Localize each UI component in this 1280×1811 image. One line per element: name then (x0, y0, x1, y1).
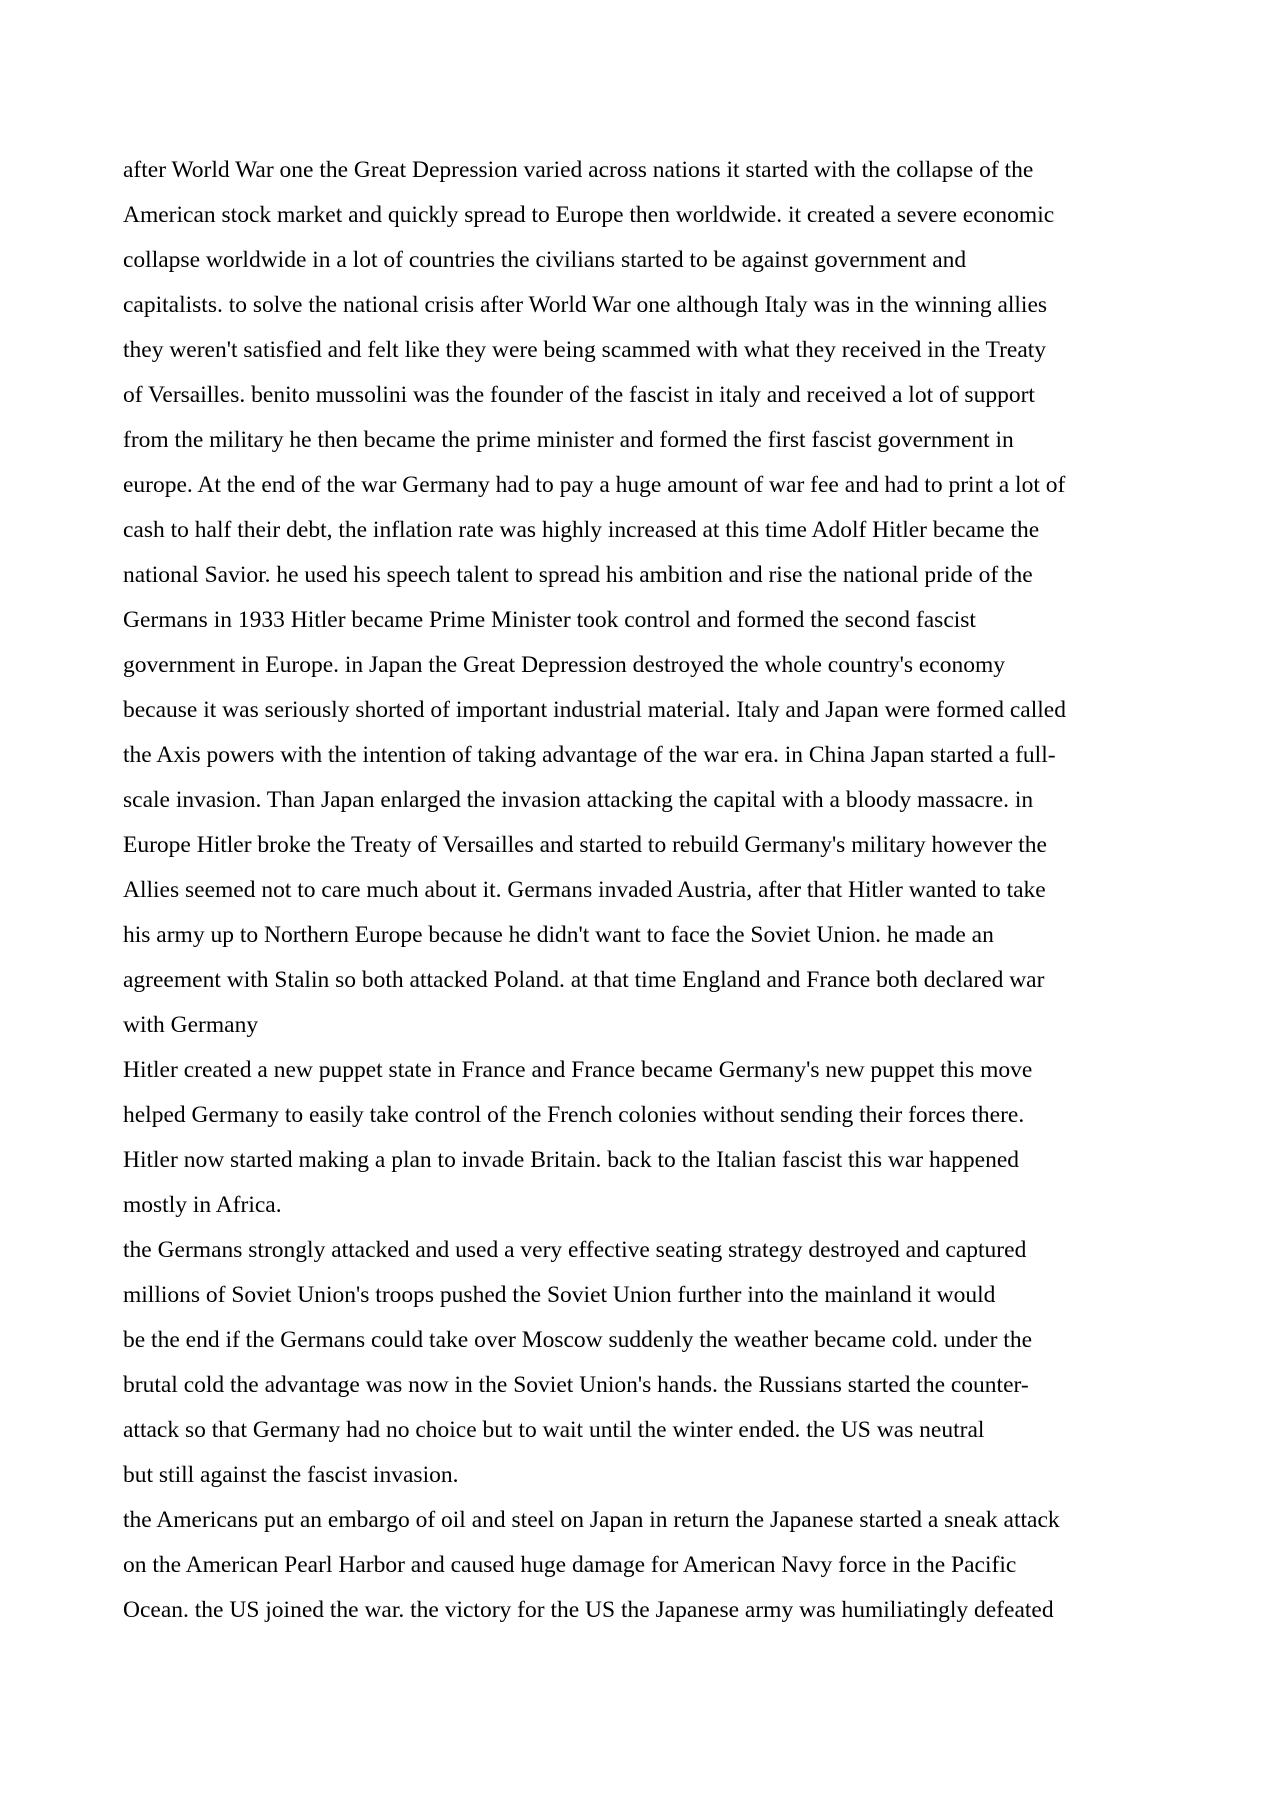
text-line: helped Germany to easily take control of the French colonies without sending their forces there. (123, 1102, 1025, 1128)
text-line: from the military he then became the prime minister and formed the first fascist government in (123, 427, 1014, 453)
text-line: his army up to Northern Europe because he didn't want to face the Soviet Union. he made an (123, 922, 994, 948)
text-line: American stock market and quickly spread to Europe then worldwide. it created a severe economic (123, 202, 1055, 228)
text-line: attack so that Germany had no choice but to wait until the winter ended. the US was neutral (123, 1417, 985, 1443)
text-line: millions of Soviet Union's troops pushed the Soviet Union further into the mainland it would (123, 1282, 996, 1308)
text-line: of Versailles. benito mussolini was the founder of the fascist in italy and received a lot of support (123, 382, 1035, 408)
text-line: the Axis powers with the intention of taking advantage of the war era. in China Japan started a full- (123, 742, 1056, 768)
text-line: the Germans strongly attacked and used a very effective seating strategy destroyed and captured (123, 1237, 1027, 1263)
text-line: cash to half their debt, the inflation rate was highly increased at this time Adolf Hitler became the (123, 517, 1040, 543)
text-line: be the end if the Germans could take over Moscow suddenly the weather became cold. under the (123, 1327, 1032, 1353)
text-line: europe. At the end of the war Germany had to pay a huge amount of war fee and had to print a lot of (123, 472, 1066, 498)
text-line: Hitler now started making a plan to invade Britain. back to the Italian fascist this war happened (123, 1147, 1019, 1173)
text-line: on the American Pearl Harbor and caused huge damage for American Navy force in the Pacific (123, 1552, 1017, 1578)
text-line: Allies seemed not to care much about it. Germans invaded Austria, after that Hitler wanted to take (123, 877, 1046, 903)
text-line: national Savior. he used his speech talent to spread his ambition and rise the national pride of the (123, 562, 1033, 588)
text-line: Germans in 1933 Hitler became Prime Minister took control and formed the second fascist (123, 607, 976, 633)
text-line: government in Europe. in Japan the Great Depression destroyed the whole country's economy (123, 652, 1005, 678)
text-line: Hitler created a new puppet state in France and France became Germany's new puppet this move (123, 1057, 1033, 1083)
text-line: the Americans put an embargo of oil and steel on Japan in return the Japanese started a sneak attack (123, 1507, 1060, 1533)
text-line: mostly in Africa. (123, 1192, 282, 1218)
text-line: with Germany (123, 1012, 259, 1038)
body-text (123, 148, 1173, 1633)
text-line: Ocean. the US joined the war. the victory for the US the Japanese army was humiliatingly defeated (123, 1597, 1054, 1623)
text-line: agreement with Stalin so both attacked Poland. at that time England and France both declared war (123, 967, 1045, 993)
text-line: Europe Hitler broke the Treaty of Versailles and started to rebuild Germany's military however the (123, 832, 1047, 858)
text-line: scale invasion. Than Japan enlarged the invasion attacking the capital with a bloody massacre. in (123, 787, 1034, 813)
text-line: they weren't satisfied and felt like they were being scammed with what they received in the Treaty (123, 337, 1047, 363)
text-line: collapse worldwide in a lot of countries the civilians started to be against government and (123, 247, 967, 273)
text-line: after World War one the Great Depression varied across nations it started with the collapse of the (123, 157, 1034, 183)
text-line: brutal cold the advantage was now in the Soviet Union's hands. the Russians started the counter- (123, 1372, 1029, 1398)
text-line: but still against the fascist invasion. (123, 1462, 459, 1488)
text-line: capitalists. to solve the national crisis after World War one although Italy was in the winning allies (123, 292, 1048, 318)
text-line: because it was seriously shorted of important industrial material. Italy and Japan were formed called (123, 697, 1066, 723)
